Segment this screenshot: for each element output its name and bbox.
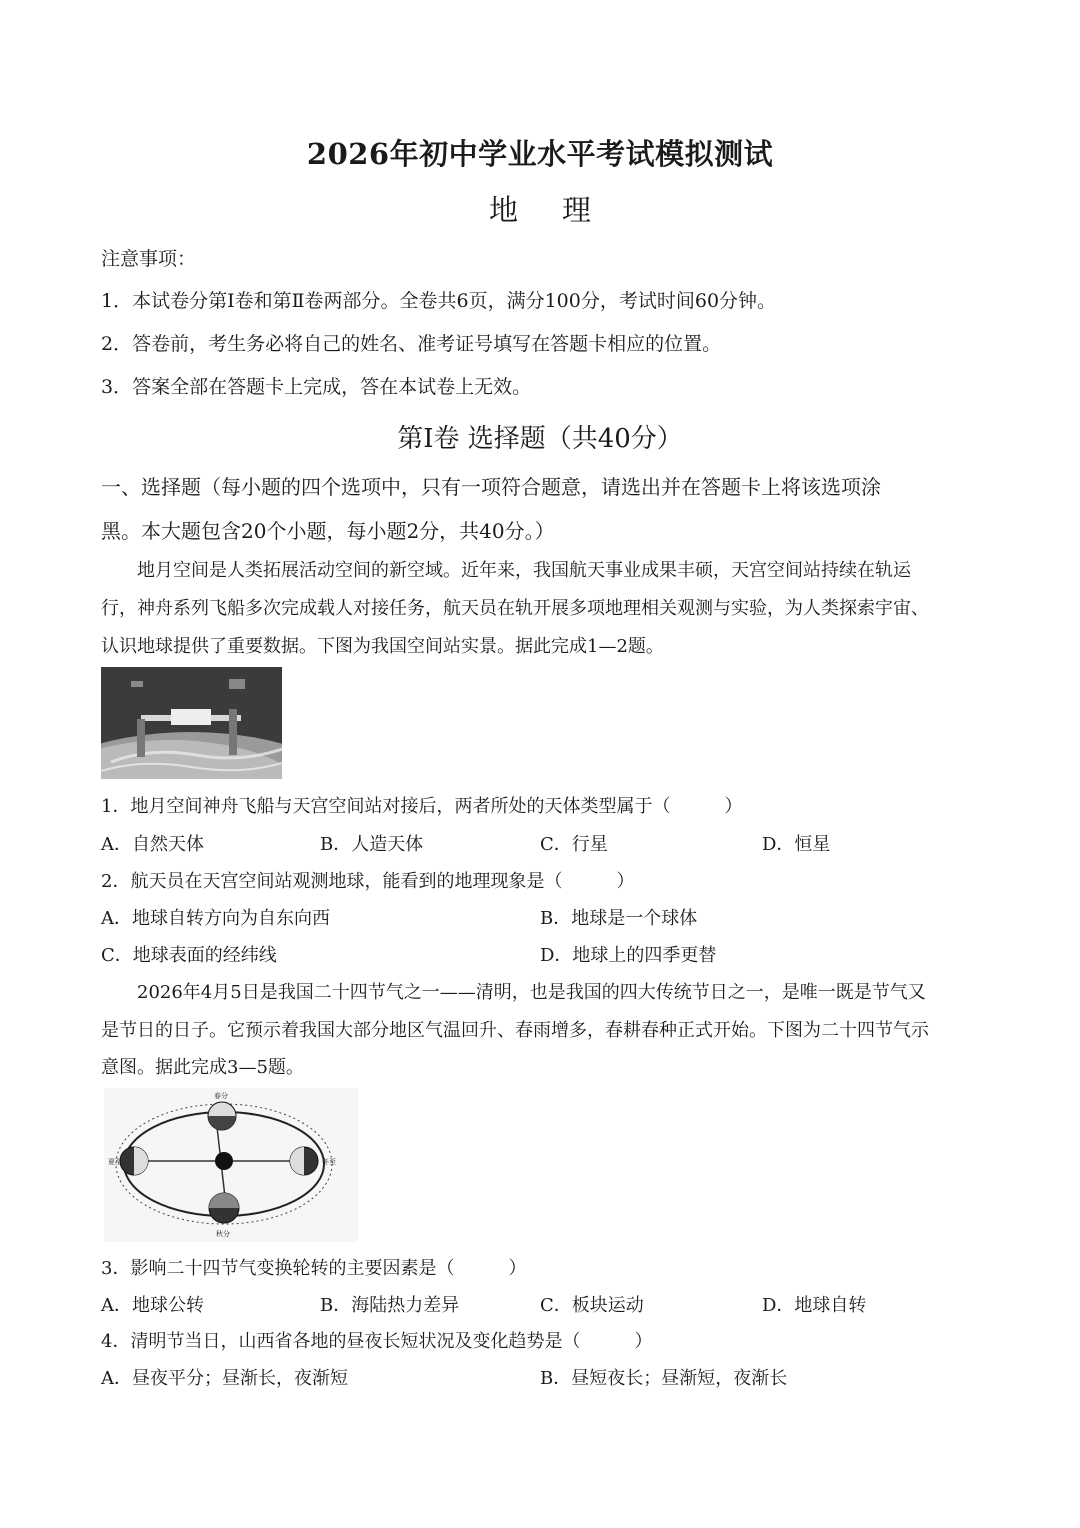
note-item: 3．答案全部在答题卡上完成，答在本试卷上无效。 xyxy=(101,376,532,398)
subject-char: 地 xyxy=(488,193,518,227)
option: C．板块运动 xyxy=(540,1295,644,1316)
note-item: 2．答卷前，考生务必将自己的姓名、准考证号填写在答题卡相应的位置。 xyxy=(101,333,722,355)
section-instruction: 黑。本大题包含20个小题，每小题2分，共40分。） xyxy=(101,519,555,543)
option: C．行星 xyxy=(540,834,608,855)
diagram-label: 春分 xyxy=(214,1092,228,1100)
diagram-label: 秋分 xyxy=(216,1230,230,1238)
question-stem: 4．清明节当日，山西省各地的昼夜长短状况及变化趋势是（ ） xyxy=(101,1331,653,1352)
option: D．恒星 xyxy=(762,834,831,855)
exam-title: 2026年初中学业水平考试模拟测试 xyxy=(306,137,774,171)
option: D．地球上的四季更替 xyxy=(540,945,717,966)
option: A．地球公转 xyxy=(101,1295,204,1316)
solar-terms-diagram xyxy=(104,1088,358,1242)
option: B．海陆热力差异 xyxy=(320,1295,460,1316)
passage-line: 认识地球提供了重要数据。下图为我国空间站实景。据此完成1—2题。 xyxy=(101,636,664,657)
passage-line: 意图。据此完成3—5题。 xyxy=(101,1057,304,1078)
question-stem: 2．航天员在天宫空间站观测地球，能看到的地理现象是（ ） xyxy=(101,871,635,892)
passage-line: 是节日的日子。它预示着我国大部分地区气温回升、春雨增多，春耕春种正式开始。下图为二十四节气示 xyxy=(101,1020,929,1041)
passage-line: 地月空间是人类拓展活动空间的新空域。近年来，我国航天事业成果丰硕，天宫空间站持续在轨运 xyxy=(137,560,911,581)
notes-heading: 注意事项： xyxy=(101,248,197,270)
option: B．地球是一个球体 xyxy=(540,908,698,929)
note-item: 1．本试卷分第Ⅰ卷和第Ⅱ卷两部分。全卷共6页，满分100分，考试时间60分钟。 xyxy=(101,290,777,312)
section-title: 第Ⅰ卷 选择题（共40分） xyxy=(397,424,683,454)
section-instruction: 一、选择题（每小题的四个选项中，只有一项符合题意，请选出并在答题卡上将该选项涂 xyxy=(101,475,881,499)
space-station-photo xyxy=(101,667,282,779)
question-stem: 3．影响二十四节气变换轮转的主要因素是（ ） xyxy=(101,1258,527,1279)
question-stem: 1．地月空间神舟飞船与天宫空间站对接后，两者所处的天体类型属于（ ） xyxy=(101,796,743,817)
subject-char: 理 xyxy=(562,193,592,227)
diagram-label: 夏至 xyxy=(108,1158,122,1166)
option: D．地球自转 xyxy=(762,1295,867,1316)
diagram-label: 冬至 xyxy=(322,1158,336,1166)
passage-line: 行，神舟系列飞船多次完成载人对接任务，航天员在轨开展多项地理相关观测与实验，为人类探索宇宙、 xyxy=(101,598,929,619)
option: A．地球自转方向为自东向西 xyxy=(101,908,330,929)
option: C．地球表面的经纬线 xyxy=(101,945,277,966)
passage-line: 2026年4月5日是我国二十四节气之一——清明，也是我国的四大传统节日之一，是唯一既是节气又 xyxy=(137,982,926,1003)
subject-title xyxy=(0,188,1080,229)
option: A．自然天体 xyxy=(101,834,204,855)
option: B．人造天体 xyxy=(320,834,424,855)
option: B．昼短夜长；昼渐短，夜渐长 xyxy=(540,1368,788,1389)
option: A．昼夜平分；昼渐长，夜渐短 xyxy=(101,1368,348,1389)
